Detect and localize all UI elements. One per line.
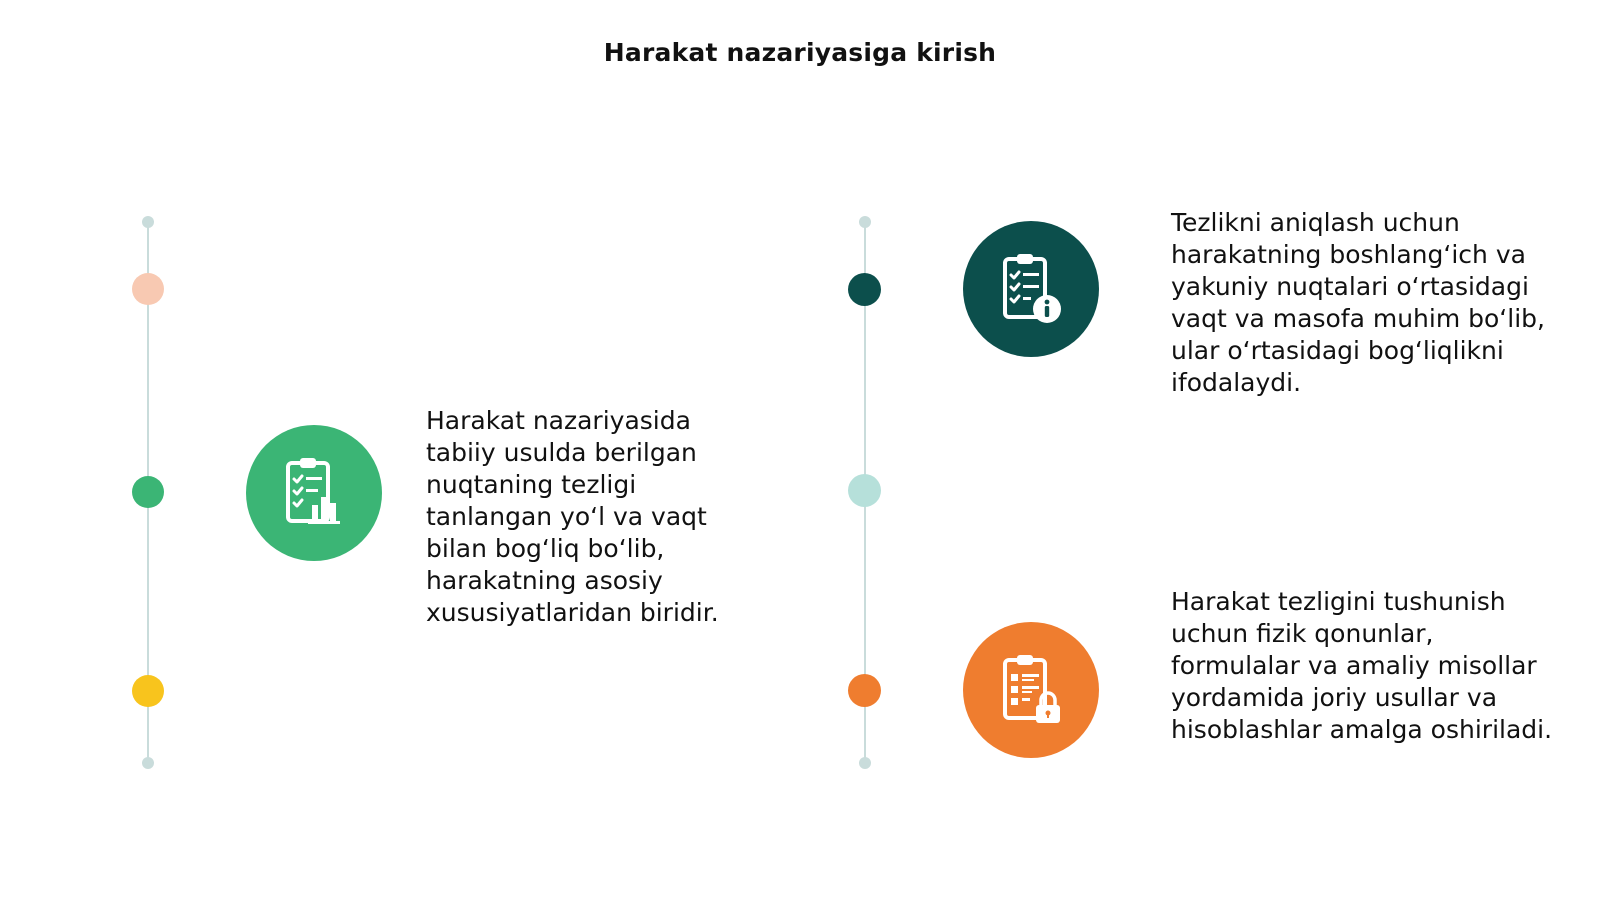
left-timeline-dot-green (132, 476, 164, 508)
right-timeline-dot-orange (848, 674, 881, 707)
left-timeline-bottom-cap (142, 757, 154, 769)
right-timeline-dot-light-teal (848, 474, 881, 507)
left-timeline-dot-yellow (132, 675, 164, 707)
right-timeline-bottom-cap (859, 757, 871, 769)
right-timeline-top-cap (859, 216, 871, 228)
clipboard-chart-icon-graphic (274, 453, 354, 533)
clipboard-info-icon (963, 221, 1099, 357)
item-1-description: Harakat nazariyasida tabiiy usulda berilgan nuqtaning tezligi tanlangan yo‘l va vaqt bilan bog‘liq bo‘lib, harakatning asosiy xususiyatlaridan biridir. (426, 406, 719, 627)
clipboard-info-icon-graphic (991, 249, 1071, 329)
page-title: Harakat nazariyasiga kirish (603, 38, 997, 67)
clipboard-lock-icon-graphic (991, 650, 1071, 730)
item-2-description: Tezlikni aniqlash uchun harakatning boshlang‘ich va yakuniy nuqtalari o‘rtasidagi vaqt va masofa muhim bo‘lib, ular o‘rtasidagi bog‘liqlikni ifodalaydi. (1171, 208, 1545, 397)
clipboard-lock-icon (963, 622, 1099, 758)
left-timeline-top-cap (142, 216, 154, 228)
clipboard-chart-icon (246, 425, 382, 561)
item-3-description: Harakat tezligini tushunish uchun fizik qonunlar, formulalar va amaliy misollar yordamida joriy usullar va hisoblashlar amalga oshiriladi. (1171, 587, 1553, 744)
left-timeline-dot-peach (132, 273, 164, 305)
right-timeline-dot-dark-teal (848, 273, 881, 306)
